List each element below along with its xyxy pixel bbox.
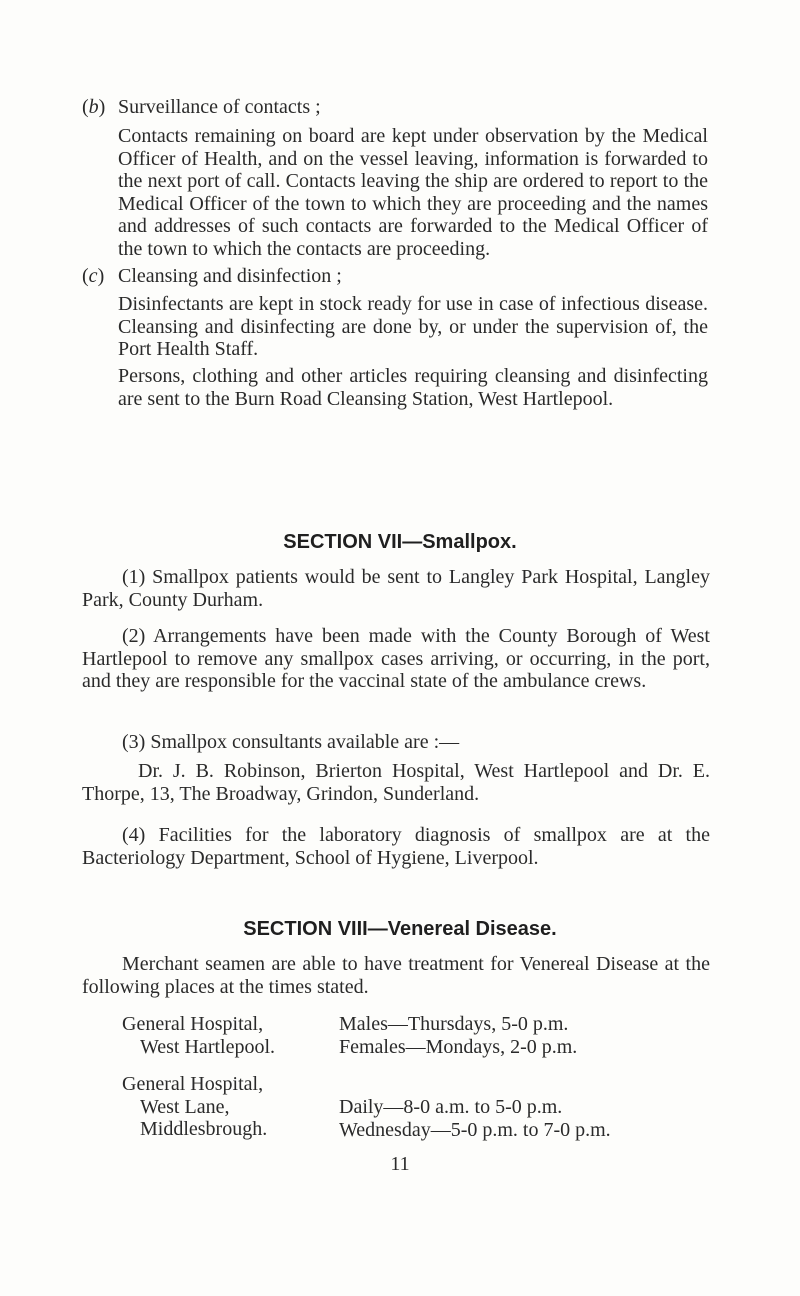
section-7-para-2: (2) Arrangements have been made with the County Borough of West Hartlepool to remove any smallpox cases arriving, or occurring, in the port, and they are responsible for the vaccinal state of the ambulance crews. bbox=[82, 625, 710, 692]
place-line-2: West Hartlepool. bbox=[140, 1035, 276, 1058]
time-line-2: Females—Mondays, 2-0 p.m. bbox=[339, 1035, 578, 1058]
table-row-times bbox=[339, 1096, 611, 1141]
table-row bbox=[122, 1073, 267, 1141]
time-line-1: Males—Thursdays, 5-0 p.m. bbox=[339, 1013, 569, 1035]
table-row-times bbox=[339, 1013, 577, 1058]
item-c-heading-text: Cleansing and disinfection ; bbox=[118, 265, 342, 287]
place-line-1: General Hospital, bbox=[122, 1073, 264, 1095]
section-8-heading: SECTION VIII—Venereal Disease. bbox=[243, 918, 557, 940]
item-c-body-1: Disinfectants are kept in stock ready for use in case of infectious disease. Cleansing and disinfecting are done by, or under the supervision of, the Port Health Staff. bbox=[118, 293, 708, 360]
item-b-heading: (b) Surveillance of contacts ; bbox=[82, 96, 321, 118]
section-7-heading: SECTION VII—Smallpox. bbox=[283, 531, 517, 553]
item-c-heading: (c) Cleansing and disinfection ; bbox=[82, 265, 342, 287]
table-row bbox=[122, 1013, 275, 1058]
place-line-2: West Lane, bbox=[140, 1095, 230, 1118]
section-7-consultants: Dr. J. B. Robinson, Brierton Hospital, West Hartlepool and Dr. E. Thorpe, 13, The Broadway, Grindon, Sunderland. bbox=[82, 760, 710, 805]
place-line-3: Middlesbrough. bbox=[140, 1118, 268, 1140]
section-7-para-4: (4) Facilities for the laboratory diagnosis of smallpox are at the Bacteriology Department, School of Hygiene, Liverpool. bbox=[82, 824, 710, 869]
item-b-label: b bbox=[88, 96, 99, 118]
place-line-1: General Hospital, bbox=[122, 1013, 264, 1035]
section-7-para-1: (1) Smallpox patients would be sent to Langley Park Hospital, Langley Park, County Durham. bbox=[82, 566, 710, 611]
item-c-body-2: Persons, clothing and other articles requiring cleansing and disinfecting are sent to the Burn Road Cleansing Station, West Hartlepool. bbox=[118, 365, 708, 410]
section-7-para-3: (3) Smallpox consultants available are :— bbox=[122, 731, 460, 753]
time-line-1: Daily—8-0 a.m. to 5-0 p.m. bbox=[339, 1096, 563, 1118]
item-c-label: c bbox=[88, 265, 98, 287]
page-number: 11 bbox=[390, 1153, 410, 1175]
item-b-body: Contacts remaining on board are kept under observation by the Medical Officer of Health, and on the vessel leaving, information is forwarded to the next port of call. Contacts leaving the ship are ordered to report to the Medical Officer of the town to which they are proceeding and the names and addresses of such contacts are forwarded to the Medical Officer of the town to which the contacts are proceeding. bbox=[118, 125, 708, 260]
time-line-2: Wednesday—5-0 p.m. to 7-0 p.m. bbox=[339, 1118, 611, 1141]
item-b-heading-text: Surveillance of contacts ; bbox=[118, 96, 321, 118]
section-8-intro: Merchant seamen are able to have treatment for Venereal Disease at the following places at the times stated. bbox=[82, 953, 710, 998]
